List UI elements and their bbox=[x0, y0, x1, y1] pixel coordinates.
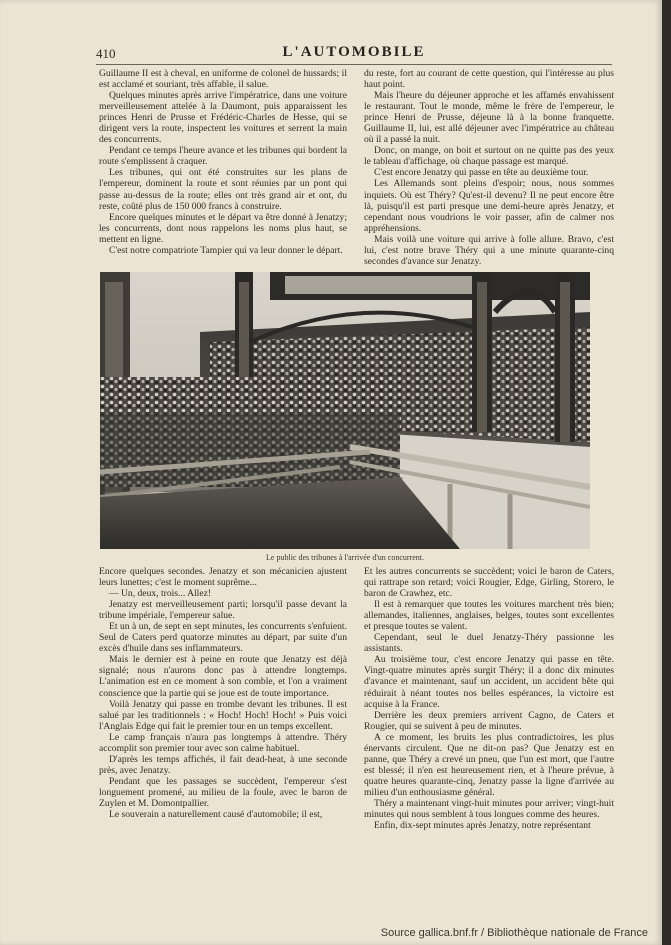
paragraph: du reste, fort au courant de cette question, qui l'intéresse au plus haut point. bbox=[364, 68, 614, 91]
paragraph: Le camp français n'aura pas longtemps à attendre. Théry accomplit son premier tour avec son calme habituel. bbox=[99, 731, 347, 754]
paragraph: A ce moment, les bruits les plus contradictoires, les plus énervants circulent. Que ne dit-on pas? Que Jenatzy est en panne, que Théry a crevé un pneu, que l'un est mort, que l'autre est blessé; il n'en est heureusement rien, et à l'heure prévue, à quatre heures quarante-cinq, Jenatzy passe la ligne d'arrivée au milieu d'un enthousiasme général. bbox=[364, 731, 614, 798]
paragraph: Le souverain a naturellement causé d'automobile; il est, bbox=[109, 809, 323, 821]
paragraph: Donc, on mange, on boit et surtout on ne quitte pas des yeux le tableau d'affichage, où chaque passage est marqué. bbox=[364, 145, 614, 168]
figure-caption: Le public des tribunes à l'arrivée d'un concurrent. bbox=[266, 553, 424, 562]
column-left-bottom bbox=[99, 566, 347, 838]
column-right-bottom bbox=[364, 566, 614, 838]
paragraph: Mais le dernier est à peine en route que Jenatzy est déjà signalé; nous n'aurons donc pas à attendre longtemps. L'animation est en ce moment à son comble, et l'on a vraiment conscience que la partie qui se joue est de toute importance. bbox=[99, 654, 347, 699]
paragraph: Mais l'heure du déjeuner approche et les affamés envahissent le restaurant. Tout le monde, même le frère de l'empereur, le prince Henri de Prusse, déjeune là à la bonne franquette. Guillaume II, lui, est allé déjeuner avec l'impératrice au château où il a passé la nuit. bbox=[364, 90, 614, 146]
column-left-top bbox=[99, 68, 347, 272]
paragraph: Enfin, dix-sept minutes après Jenatzy, notre représentant bbox=[374, 820, 591, 832]
paragraph: Encore quelques secondes. Jenatzy et son mécanicien ajustent leurs lunettes; c'est le moment suprême... bbox=[99, 566, 347, 589]
paragraph: Cependant, seul le duel Jenatzy-Théry passionne les assistants. bbox=[364, 632, 614, 655]
column-right-top bbox=[364, 68, 614, 272]
paragraph: Encore quelques minutes et le départ va être donné à Jenatzy; les concurrents, dont nous rappelons les noms plus haut, se mettent en ligne. bbox=[99, 211, 347, 245]
paragraph: Pendant ce temps l'heure avance et les tribunes qui bordent la route s'emplissent à craquer. bbox=[99, 145, 347, 168]
paragraph: Il est à remarquer que toutes les voitures marchent très bien; allemandes, italiennes, anglaises, belges, toutes sont excellentes et presque toutes se valent. bbox=[364, 599, 614, 633]
page-header bbox=[96, 42, 612, 65]
paragraph: Les Allemands sont pleins d'espoir; nous, nous sommes inquiets. Où est Théry? Qu'est-il devenu? Il ne peut encore être là, puisqu'il est parti presque une demi-heure après Jenatzy, et cependant nous voudrions le voir passer, afin de calmer nos appréhensions. bbox=[364, 178, 614, 234]
paragraph: D'après les temps affichés, il fait dead-heat, à une seconde près, avec Jenatzy. bbox=[99, 753, 347, 776]
paragraph: Et un à un, de sept en sept minutes, les concurrents s'enfuient. Seul de Caters perd quatorze minutes au départ, par suite d'un excès d'huile dans ses inflammateurs. bbox=[99, 621, 347, 655]
grandstand-photo bbox=[100, 272, 590, 549]
paragraph: Guillaume II est à cheval, en uniforme de colonel de hussards; il est acclamé et souriant, très affable, il salue. bbox=[99, 68, 347, 91]
paragraph: C'est notre compatriote Tampier qui va leur donner le départ. bbox=[109, 244, 343, 256]
paragraph: Théry a maintenant vingt-huit minutes pour arriver; vingt-huit minutes qui nous semblent à tous longues comme des heures. bbox=[364, 797, 614, 821]
paragraph: Pendant que les passages se succèdent, l'empereur s'est longuement promené, au milieu de la foule, avec le baron de Zuylen et M. Domontpallier. bbox=[99, 775, 347, 809]
paragraph: Au troisième tour, c'est encore Jenatzy qui passe en tête. Vingt-quatre minutes après surgit Théry; il a donc dix minutes d'avance et maintenant, sauf un accident, un accident bête qui réduirait à néant toutes nos belles espérances, la victoire est acquise à la France. bbox=[364, 654, 614, 710]
paragraph: Les tribunes, qui ont été construites sur les plans de l'empereur, dominent la route et sont réunies par un pont qui passe au-dessus de la route; elles ont très grand air et ont, du reste, coûté plus de 150 000 francs à construire. bbox=[99, 167, 347, 212]
paragraph: Et les autres concurrents se succèdent; voici le baron de Caters, qui rattrape son retard; voici Rougier, Edge, Girling, Storero, le baron de Crawhez, etc. bbox=[364, 566, 614, 600]
paragraph: C'est encore Jenatzy qui passe en tête au deuxième tour. bbox=[374, 167, 589, 179]
page-edge bbox=[662, 0, 671, 945]
page-number: 410 bbox=[96, 46, 116, 61]
paragraph: — Un, deux, trois... Allez! bbox=[109, 588, 212, 600]
paragraph: Voilà Jenatzy qui passe en trombe devant les tribunes. Il est salué par les traditionnels : « Hoch! Hoch! Hoch! » Puis voici l'Anglais Edge qui fait le premier tour en un temps excellent. bbox=[99, 698, 347, 732]
paragraph: Mais voilà une voiture qui arrive à folle allure. Bravo, c'est lui, c'est notre brave Théry qui a une minute quarante-cinq secondes d'avance sur Jenatzy. bbox=[364, 233, 614, 267]
source-credit: Source gallica.bnf.fr / Bibliothèque nationale de France bbox=[380, 927, 648, 939]
journal-title: L'AUTOMOBILE bbox=[282, 44, 426, 60]
paragraph: Jenatzy est merveilleusement parti; lorsqu'il passe devant la tribune impériale, l'empereur salue. bbox=[99, 599, 347, 622]
paragraph: Quelques minutes après arrive l'impératrice, dans une voiture merveilleusement attelée à la Daumont, puis apparaissent les princes Henri de Prusse et Frédéric-Charles de Hesse, qui se dirigent vers la route, inspectent les voitures et serrent la main des concurrents. bbox=[99, 90, 347, 146]
paragraph: Derrière les deux premiers arrivent Cagno, de Caters et Rougier, qui se suivent à peu de minutes. bbox=[364, 709, 614, 732]
